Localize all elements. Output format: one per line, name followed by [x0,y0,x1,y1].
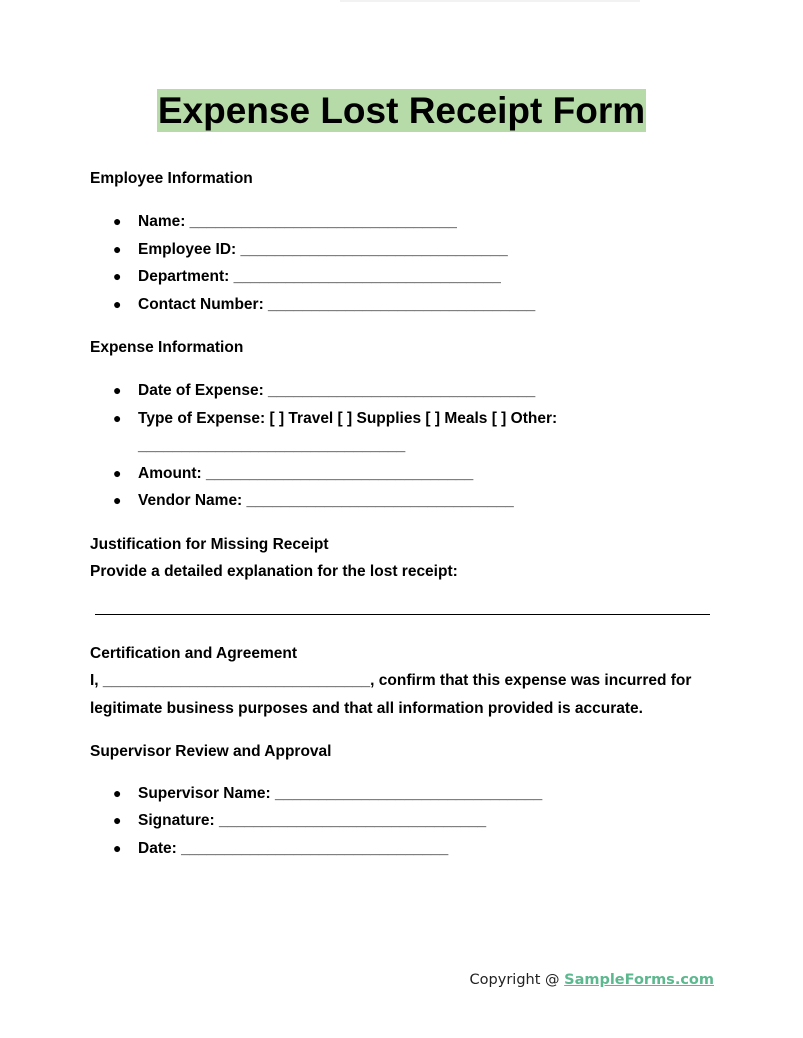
sampleforms-link[interactable]: SampleForms.com [564,972,714,988]
field-vendor-name-label: Vendor Name: _______________________________ [138,492,514,509]
field-type-of-expense-label: Type of Expense: [ ] Travel [ ] Supplies [ ] Meals [ ] Other: _______________________________ [138,409,558,454]
field-name[interactable] [90,208,715,236]
field-supervisor-name[interactable] [90,780,715,808]
field-date-of-expense-label: Date of Expense: _______________________________ [138,382,536,399]
justification-prompt: Provide a detailed explanation for the lost receipt: [90,562,458,580]
copyright-prefix: Copyright @ [469,972,565,988]
expense-field-list [90,377,715,515]
field-contact-number-label: Contact Number: _______________________________ [138,295,536,313]
bullet-icon: ● [113,409,122,426]
field-date-label: Date: _______________________________ [138,839,449,857]
field-employee-id[interactable] [90,236,715,264]
field-amount-label: Amount: _______________________________ [138,464,474,482]
expense-section-heading: Expense Information [90,339,244,356]
spacer [90,318,715,335]
bullet-icon: ● [113,295,122,312]
bullet-icon: ● [113,812,122,828]
field-type-of-expense[interactable] [90,405,715,460]
field-signature-label: Signature: _______________________________ [138,812,487,829]
field-department-label: Department: _______________________________ [138,268,501,285]
form-body [90,166,715,862]
spacer [90,515,715,532]
spacer [90,615,715,641]
field-employee-id-label: Employee ID: _______________________________ [138,240,508,258]
bullet-icon: ● [113,268,122,284]
field-date-of-expense[interactable] [90,377,715,405]
field-name-label: Name: _______________________________ [138,213,457,230]
form-title: Expense Lost Receipt Form [157,90,646,131]
field-signature[interactable] [90,807,715,835]
bullet-icon: ● [113,784,122,801]
justification-section-heading: Justification for Missing Receipt [90,535,329,553]
bullet-icon: ● [113,464,122,481]
title-container [0,89,803,132]
bullet-icon: ● [113,492,122,508]
field-date[interactable] [90,835,715,863]
bullet-icon: ● [113,382,122,398]
supervisor-section-heading: Supervisor Review and Approval [90,742,332,760]
employee-section-heading: Employee Information [90,170,253,187]
bullet-icon: ● [113,839,122,856]
employee-field-list [90,208,715,318]
supervisor-field-list [90,780,715,863]
field-department[interactable] [90,263,715,291]
certification-section-heading: Certification and Agreement [90,644,297,662]
field-supervisor-name-label: Supervisor Name: _______________________________ [138,784,543,802]
bullet-icon: ● [113,213,122,229]
field-contact-number[interactable] [90,291,715,319]
bullet-icon: ● [113,240,122,257]
field-amount[interactable] [90,460,715,488]
copyright-footer [470,969,714,991]
certification-statement: I, _______________________________, confirm that this expense was incurred for legitimate business purposes and that all information provided is accurate. [90,671,692,717]
page-top-edge [340,0,640,2]
spacer [90,723,715,739]
field-vendor-name[interactable] [90,487,715,515]
